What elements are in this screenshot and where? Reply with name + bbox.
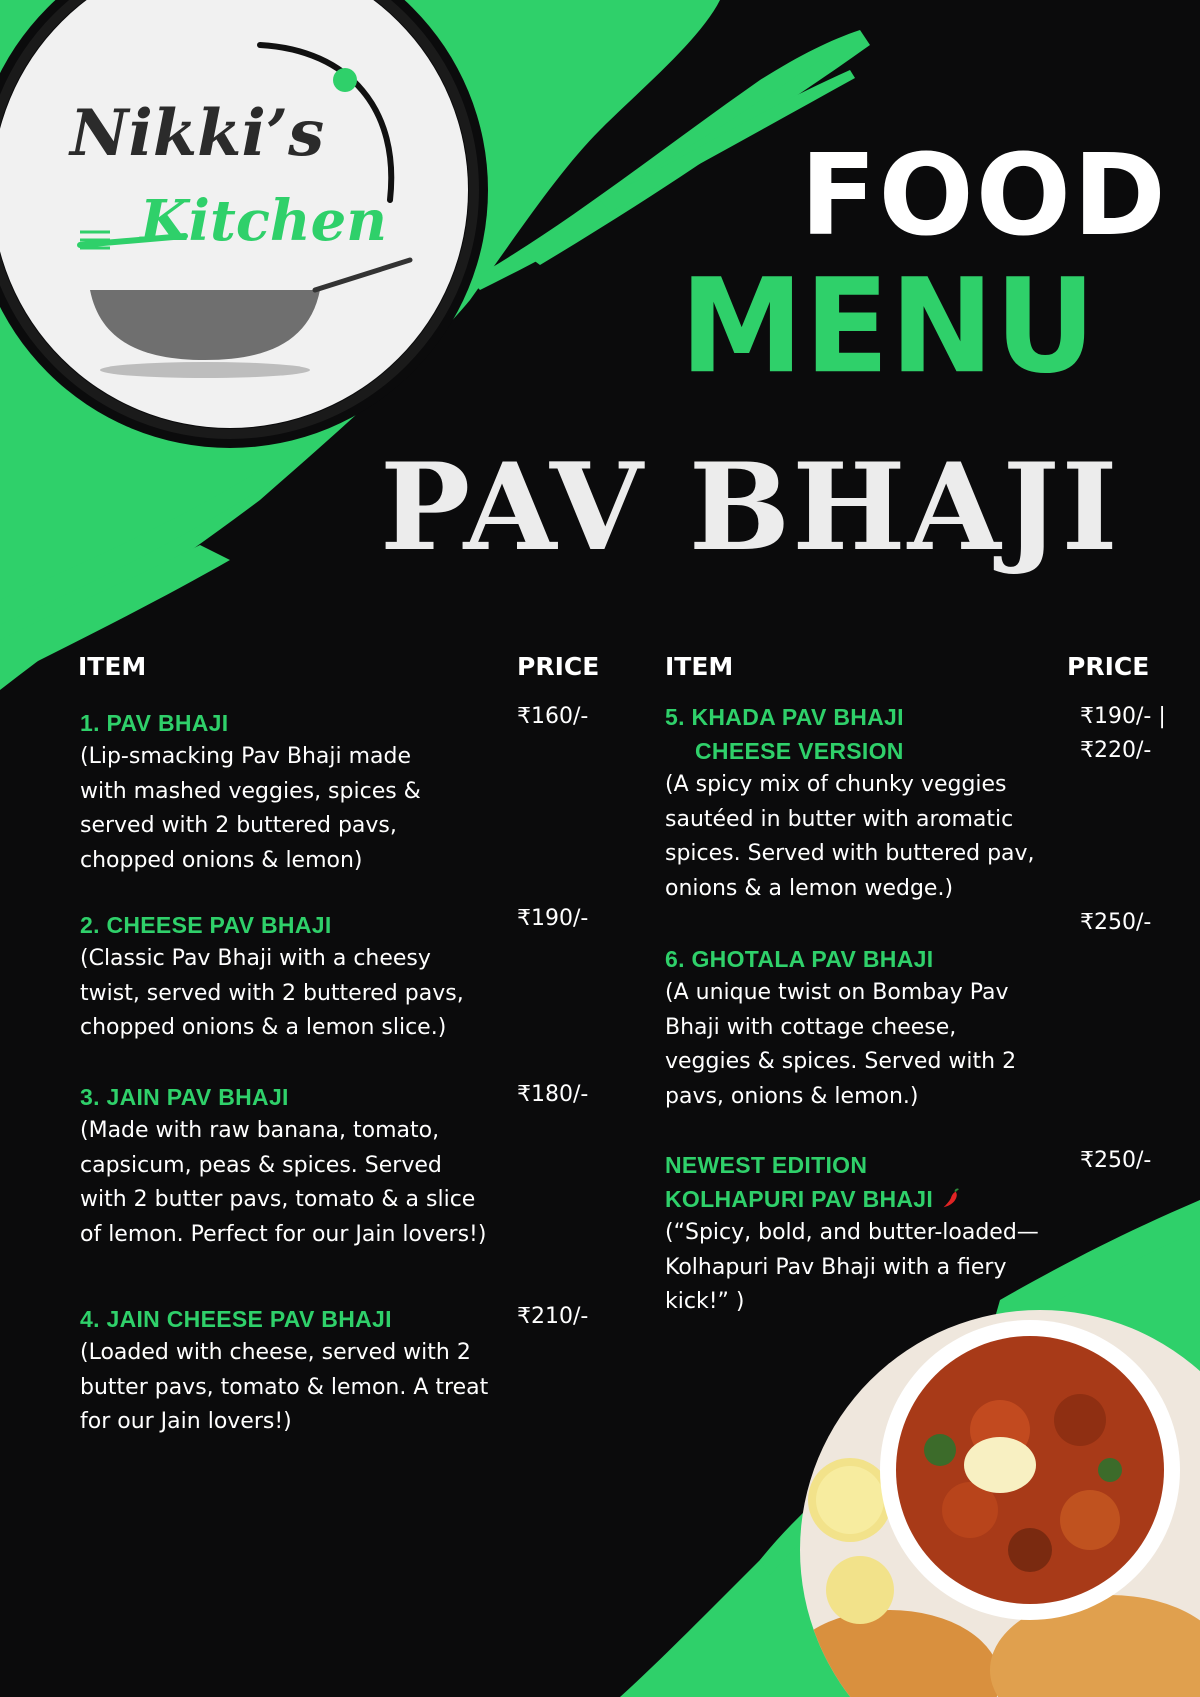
item-name (665, 700, 1095, 768)
title-menu: MENU (680, 251, 1097, 403)
right-price-header: PRICE (1067, 652, 1150, 681)
menu-item (80, 1080, 510, 1252)
item-price: ₹210/- (517, 1304, 589, 1329)
item-name-line2: CHEESE VERSION (695, 738, 904, 764)
menu-item (80, 1302, 510, 1440)
menu-item (80, 908, 510, 1046)
menu-item (80, 706, 510, 878)
item-price: ₹160/- (517, 704, 589, 729)
chili-pepper-icon (939, 1188, 961, 1210)
item-description: (“Spicy, bold, and butter-loaded— Kolhapuri Pav Bhaji with a fiery kick!” ) (665, 1220, 1039, 1314)
item-name (665, 1148, 1095, 1216)
item-description: (A spicy mix of chunky veggies sautéed in butter with aromatic spices. Served with buttered pav, onions & a lemon wedge.) (665, 772, 1035, 901)
item-name: 2. CHEESE PAV BHAJI (80, 912, 332, 938)
item-name: 6. GHOTALA PAV BHAJI (665, 946, 934, 972)
logo-text-kitchen: Kitchen (140, 188, 387, 254)
item-description: (Made with raw banana, tomato, capsicum, peas & spices. Served with 2 butter pavs, tomato & a slice of lemon. Perfect for our Jain lovers!) (80, 1118, 487, 1247)
item-name-line1: 5. KHADA PAV BHAJI (665, 704, 904, 730)
item-description: (Classic Pav Bhaji with a cheesy twist, served with 2 buttered pavs, chopped onions & a lemon slice.) (80, 946, 464, 1040)
menu-item (665, 700, 1095, 906)
item-price: ₹180/- (517, 1082, 589, 1107)
item-price: ₹190/- (517, 906, 589, 931)
menu-item (665, 942, 1095, 1114)
title-pav-bhaji: PAV BHAJI (380, 437, 1120, 578)
pav-bhaji-food-photo (780, 1300, 1200, 1697)
item-name: 3. JAIN PAV BHAJI (80, 1084, 289, 1110)
right-item-header: ITEM (665, 652, 734, 681)
item-price-cheese: ₹220/- (1080, 738, 1152, 763)
nikkis-kitchen-logo (0, 0, 520, 460)
logo-text-nikkis: Nikki’s (70, 96, 325, 171)
item-name-line1: NEWEST EDITION (665, 1152, 868, 1178)
item-description: (Lip-smacking Pav Bhaji made with mashed veggies, spices & served with 2 buttered pavs, chopped onions & lemon) (80, 744, 421, 873)
item-name: 1. PAV BHAJI (80, 710, 229, 736)
item-price: ₹190/- | (1080, 704, 1166, 729)
item-description: (A unique twist on Bombay Pav Bhaji with cottage cheese, veggies & spices. Served with 2 pavs, onions & lemon.) (665, 980, 1017, 1109)
item-name: 4. JAIN CHEESE PAV BHAJI (80, 1306, 392, 1332)
title-food: FOOD (800, 131, 1168, 261)
left-item-header: ITEM (78, 652, 147, 681)
item-description: (Loaded with cheese, served with 2 butter pavs, tomato & lemon. A treat for our Jain lovers!) (80, 1340, 489, 1434)
item-price: ₹250/- (1080, 1148, 1152, 1173)
left-price-header: PRICE (517, 652, 600, 681)
item-price: ₹250/- (1080, 910, 1152, 935)
item-name-line2: KOLHAPURI PAV BHAJI (665, 1186, 934, 1212)
menu-item (665, 1148, 1095, 1320)
